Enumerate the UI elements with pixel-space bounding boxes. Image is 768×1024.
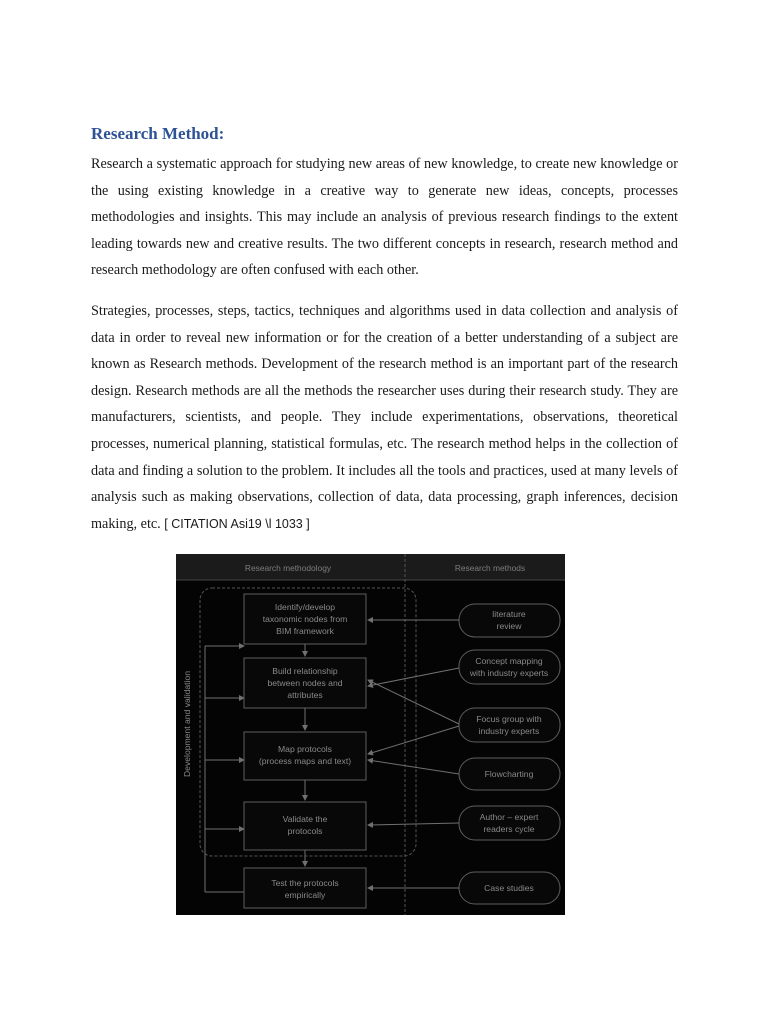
citation-field: [ CITATION Asi19 \l 1033 ] xyxy=(164,516,310,531)
method-1-line-2: review xyxy=(496,621,522,631)
step-5-line-1: Test the protocols xyxy=(271,878,339,888)
step-2-line-3: attributes xyxy=(287,690,323,700)
step-box-map-protocols xyxy=(244,732,366,780)
step-box-validate xyxy=(244,802,366,850)
method-3-line-1: Focus group with xyxy=(476,714,542,724)
step-box-build-relationship xyxy=(244,658,366,708)
method-literature-review xyxy=(459,604,560,637)
column-header-methodology: Research methodology xyxy=(244,563,332,573)
step-box-identify xyxy=(244,594,366,644)
step-3-line-2: (process maps and text) xyxy=(258,756,352,766)
method-2-line-1: Concept mapping xyxy=(475,656,543,666)
step-4-line-1: Validate the xyxy=(282,814,328,824)
section-heading: Research Method: xyxy=(91,124,225,143)
step-3-line-1: Map protocols xyxy=(278,744,332,754)
method-concept-mapping xyxy=(459,650,560,684)
method-5-line-1: Author – expert xyxy=(479,812,539,822)
method-author-expert-cycle xyxy=(459,806,560,840)
research-methodology-diagram xyxy=(176,554,565,915)
paragraph-2-text: Strategies, processes, steps, tactics, techniques and algorithms used in data collection and analysis of data in order to reveal new information or for the creation of a better understanding of a subject are known as Research methods. Development of the research method is an important part of the research design. Research methods are all the methods the researcher uses during their research study. They are manufacturers, scientists, and people. They include experimentations, observations, theoretical processes, numerical planning, statistical formulas, etc. The research method helps in the collection of data and finding a solution to the problem. It includes all the tools and practices, used at many levels of analysis such as making observations, collection of data, data processing, graph inferences, decision making, etc. xyxy=(91,303,678,532)
paragraph-1 xyxy=(91,151,678,284)
step-box-test-empirically xyxy=(244,868,366,908)
method-1-line-1: literature xyxy=(492,609,526,619)
method-4-line-1: Flowcharting xyxy=(484,769,534,779)
step-1-line-2: taxonomic nodes from xyxy=(262,614,348,624)
method-case-studies xyxy=(459,872,560,904)
diagram-svg xyxy=(176,554,565,915)
paragraph-2 xyxy=(91,298,678,537)
paragraph-1-text: Research a systematic approach for studying new areas of new knowledge, to create new knowledge or the using existing knowledge in a creative way to generate new ideas, concepts, processes methodologies and insights. This may include an analysis of previous research findings to the extent leading towards new and creative results. The two different concepts in research, research method and research methodology are often confused with each other. xyxy=(91,156,678,279)
side-label-development: Development and validation xyxy=(182,670,192,778)
step-5-line-2: empirically xyxy=(284,890,326,900)
method-2-line-2: with industry experts xyxy=(469,668,549,678)
step-1-line-1: Identify/develop xyxy=(274,602,336,612)
method-6-line-1: Case studies xyxy=(484,883,534,893)
step-4-line-2: protocols xyxy=(287,826,323,836)
step-2-line-1: Build relationship xyxy=(272,666,338,676)
step-2-line-2: between nodes and xyxy=(267,678,343,688)
column-header-methods: Research methods xyxy=(454,563,526,573)
method-3-line-2: industry experts xyxy=(478,726,540,736)
method-focus-group xyxy=(459,708,560,742)
method-5-line-2: readers cycle xyxy=(483,824,535,834)
step-1-line-3: BIM framework xyxy=(276,626,334,636)
method-flowcharting xyxy=(459,758,560,790)
